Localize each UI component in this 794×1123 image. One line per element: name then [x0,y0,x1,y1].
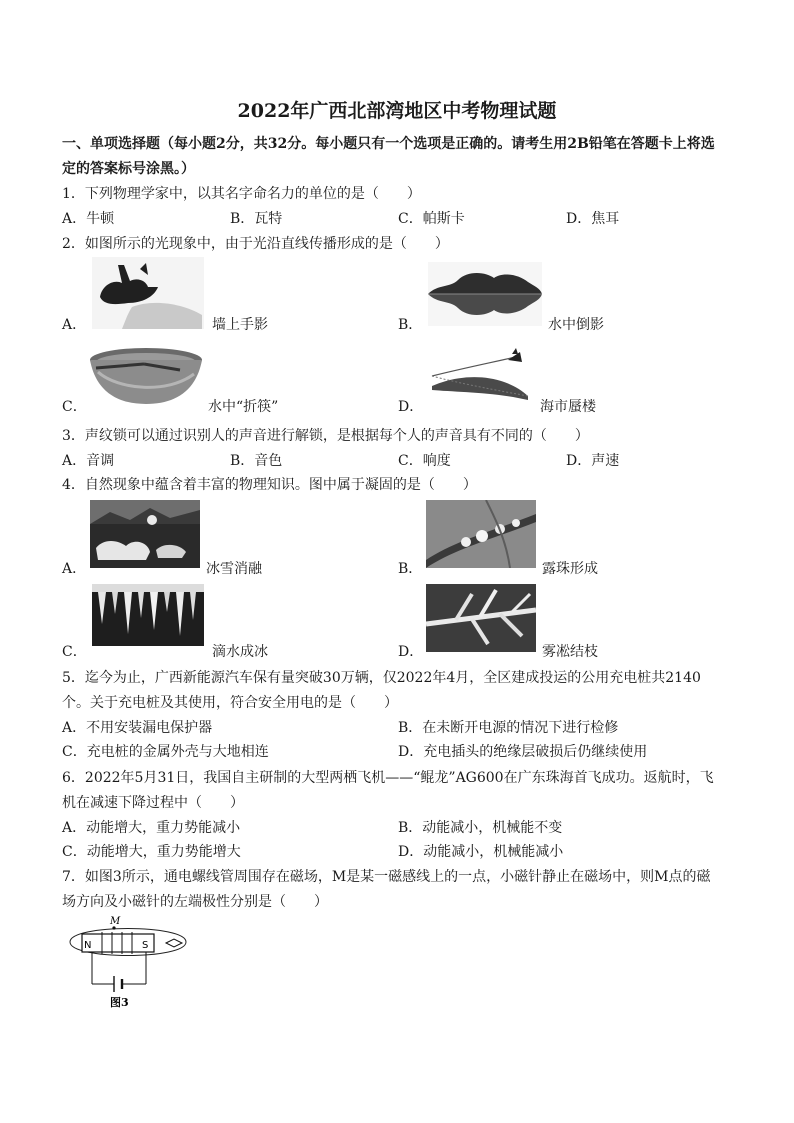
q2-option-c-letter: C． [62,399,87,415]
point-m-label: M [110,916,121,927]
q5-option-a: A．不用安装漏电保护器 [62,720,213,736]
dew-drops-image [426,500,536,568]
ice-melting-image [90,500,200,568]
q4-option-a-caption: 冰雪消融 [206,561,262,577]
q1-option-c: C．帕斯卡 [398,211,465,227]
q2-option-a-caption: 墙上手影 [212,317,268,333]
q4-option-c-caption: 滴水成冰 [212,644,268,660]
section-header-line1: 一、单项选择题（每小题2分，共32分。每小题只有一个选项是正确的。请考生用2B铅笔在答题卡上将选 [62,136,715,152]
mirage-image [424,348,536,406]
q6-option-c: C．动能增大，重力势能增大 [62,844,241,860]
question-5-stem-line1: 5．迄今为止，广西新能源汽车保有量突破30万辆，仅2022年4月，全区建成投运的公用充电桩共2140 [62,670,701,686]
q5-option-b: B．在未断开电源的情况下进行检修 [398,720,619,736]
q2-option-b-letter: B． [398,317,423,333]
icicles-image [92,584,204,646]
q4-option-d-letter: D． [398,644,424,660]
question-6-stem-line1: 6．2022年5月31日，我国自主研制的大型两栖飞机——“鲲龙”AG600在广东珠海首飞成功。返航时，飞 [62,770,714,786]
page-title: 2022年广西北部湾地区中考物理试题 [237,100,557,122]
south-pole-label: S [142,940,149,951]
question-5-stem-line2: 个。关于充电桩及其使用，符合安全用电的是（ ） [62,695,398,711]
water-reflection-image [428,262,542,326]
q4-option-c-letter: C． [62,644,87,660]
q1-option-d: D．焦耳 [566,211,620,227]
question-6-stem-line2: 机在减速下降过程中（ ） [62,795,244,811]
q6-option-d: D．动能减小，机械能减小 [398,844,564,860]
q6-option-b: B．动能减小，机械能不变 [398,820,563,836]
q5-option-c: C．充电桩的金属外壳与大地相连 [62,744,269,760]
q4-option-d-caption: 雾凇结枝 [542,644,598,660]
q5-option-d: D．充电插头的绝缘层破损后仍继续使用 [398,744,648,760]
q1-option-b: B．瓦特 [230,211,283,227]
q4-option-b-caption: 露珠形成 [542,561,598,577]
question-3-stem: 3．声纹锁可以通过识别人的声音进行解锁，是根据每个人的声音具有不同的（ ） [62,428,589,444]
q2-option-d-caption: 海市蜃楼 [540,399,596,415]
rime-branches-image [426,584,536,652]
north-pole-label: N [84,940,92,951]
question-1-stem: 1．下列物理学家中，以其名字命名力的单位的是（ ） [62,186,421,202]
q3-option-a: A．音调 [62,453,115,469]
section-header-line2: 定的答案标号涂黑。） [62,161,195,177]
question-2-stem: 2．如图所示的光现象中，由于光沿直线传播形成的是（ ） [62,236,449,252]
compass-needle-icon [166,939,182,947]
q1-option-a: A．牛顿 [62,211,115,227]
bent-chopstick-bowl-image [88,346,204,408]
solenoid-figure [64,912,194,1010]
q2-option-d-letter: D． [398,399,424,415]
figure-3-caption: 图3 [110,996,129,1009]
q3-option-b: B．音色 [230,453,283,469]
q6-option-a: A．动能增大，重力势能减小 [62,820,241,836]
q2-option-a-letter: A． [62,317,87,333]
question-7-stem-line1: 7．如图3所示，通电螺线管周围存在磁场，M是某一磁感线上的一点，小磁针静止在磁场中，则M点的磁 [62,869,711,885]
q2-option-b-caption: 水中倒影 [548,317,604,333]
q3-option-d: D．声速 [566,453,620,469]
hand-shadow-image [92,257,204,329]
question-7-stem-line2: 场方向及小磁针的左端极性分别是（ ） [62,894,328,910]
q4-option-b-letter: B． [398,561,423,577]
q3-option-c: C．响度 [398,453,451,469]
question-4-stem: 4．自然现象中蕴含着丰富的物理知识。图中属于凝固的是（ ） [62,477,477,493]
q2-option-c-caption: 水中“折筷” [208,399,279,415]
q4-option-a-letter: A． [62,561,87,577]
